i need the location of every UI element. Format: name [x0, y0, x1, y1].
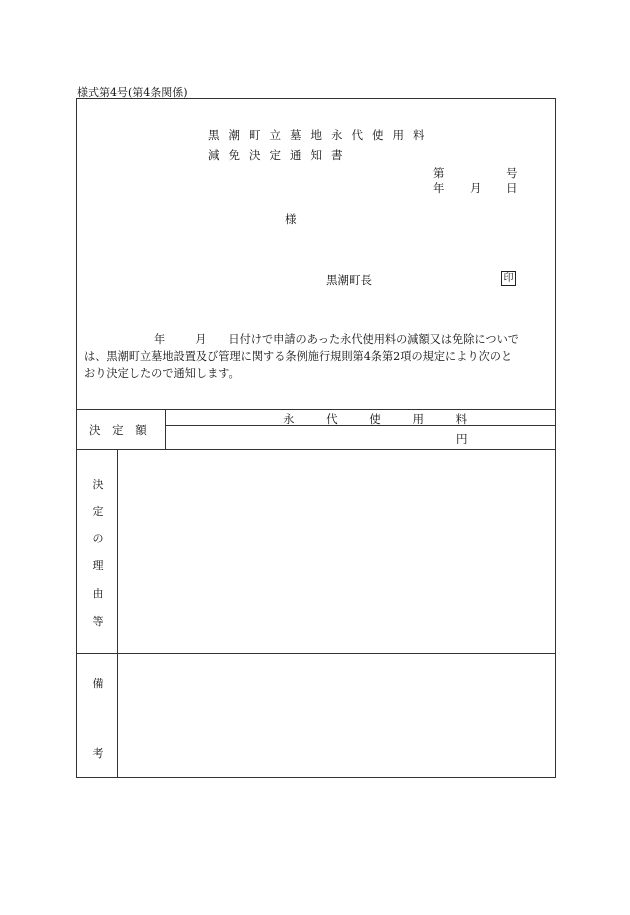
reason-char: 決	[92, 478, 104, 491]
form-number-label: 様式第4号(第4条関係)	[77, 86, 188, 99]
decision-amount-label: 決 定 額	[89, 423, 151, 437]
reason-char: 定	[92, 505, 104, 518]
seal-mark: 印	[501, 271, 516, 286]
divider-reason-bottom	[76, 653, 556, 654]
reason-char: 理	[92, 559, 104, 572]
body-year: 年	[154, 333, 166, 346]
body-line-2: は、黒潮町立墓地設置及び管理に関する条例施行規則第4条第2項の規定により次のと	[84, 350, 513, 363]
perpetual-fee-header: 永 代 使 用 料	[283, 412, 482, 426]
number-suffix: 号	[506, 166, 518, 180]
body-line-1: 日付けで申請のあった永代使用料の減額又は免除についで	[228, 333, 519, 346]
remarks-char: 考	[92, 747, 104, 760]
divider-left-column	[117, 449, 118, 778]
reason-char: 由	[92, 587, 104, 600]
number-prefix: 第	[433, 166, 445, 180]
notice-body	[84, 331, 544, 382]
reason-char: の	[92, 532, 104, 545]
title-line-2: 減免決定通知書	[208, 148, 352, 162]
date-month: 月	[470, 181, 482, 195]
notice-frame	[76, 98, 556, 778]
remarks-char: 備	[92, 677, 104, 690]
title-line-1: 黒潮町立墓地永代使用料	[208, 128, 434, 142]
date-day: 日	[506, 181, 518, 195]
body-month: 月	[195, 333, 207, 346]
body-line-3: おり決定したので通知します。	[84, 367, 240, 380]
divider-amount-bottom	[76, 449, 556, 450]
yen-unit: 円	[456, 432, 468, 446]
issuer: 黒潮町長	[326, 273, 372, 287]
recipient-suffix: 様	[285, 212, 297, 226]
divider-amount-label	[165, 409, 166, 449]
reason-char: 等	[92, 615, 104, 628]
date-year: 年	[433, 181, 445, 195]
divider-table-top	[76, 409, 556, 410]
